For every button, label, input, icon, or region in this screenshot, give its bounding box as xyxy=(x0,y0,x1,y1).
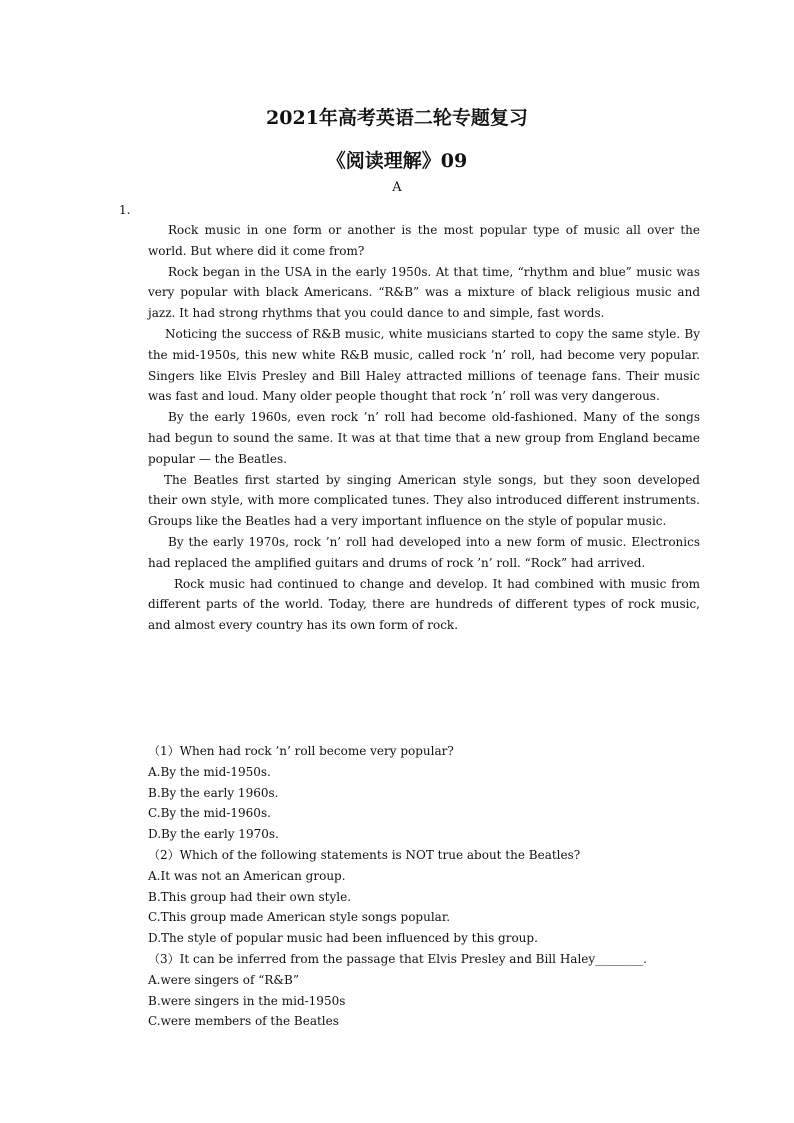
passage-paragraph: By the early 1960s, even rock ’n’ roll had become old-fashioned. Many of the songs had begun to sound the same. It was at that time that a new group from England became popular — the Beatles. xyxy=(148,410,700,466)
answer-option: A.It was not an American group. xyxy=(148,868,346,883)
answer-option: D.By the early 1970s. xyxy=(148,827,279,842)
answer-option: B.were singers in the mid-1950s xyxy=(148,993,346,1008)
document-title: 2021年高考英语二轮专题复习 xyxy=(266,107,528,129)
passage-paragraph: The Beatles first started by singing American style songs, but they soon developed their own style, with more complicated tunes. They also introduced different instruments. Groups like the Beatles had a very important influence on the style of popular music. xyxy=(148,472,700,529)
question-list xyxy=(148,741,700,1032)
passage-paragraph: Noticing the success of R&B music, white musicians started to copy the same style. By the mid-1950s, this new white R&B music, called rock ’n’ roll, had become very popular. Singers like Elvis Presley and Bill Haley attracted millions of teenage fans. Their music was fast and loud. Many older people thought that rock ’n’ roll was very dangerous. xyxy=(148,326,700,404)
question-stem: （1）When had rock ’n’ roll become very popular? xyxy=(148,744,454,758)
question-stem: （3）It can be inferred from the passage that Elvis Presley and Bill Haley________. xyxy=(148,951,647,966)
answer-option: A.By the mid-1950s. xyxy=(148,764,271,779)
question-number: 1. xyxy=(119,203,131,217)
document-subtitle: 《阅读理解》09 xyxy=(326,150,468,172)
answer-option: D.The style of popular music had been influenced by this group. xyxy=(148,931,538,946)
reading-passage xyxy=(148,220,700,636)
answer-option: B.By the early 1960s. xyxy=(148,785,279,800)
question-stem: （2）Which of the following statements is NOT true about the Beatles? xyxy=(148,847,581,862)
answer-option: C.This group made American style songs popular. xyxy=(148,910,451,925)
passage-paragraph: Rock music had continued to change and develop. It had combined with music from different parts of the world. Today, there are hundreds of different types of rock music, and almost every country has its own form of rock. xyxy=(148,576,700,633)
answer-option: C.By the mid-1960s. xyxy=(148,806,271,821)
passage-paragraph: By the early 1970s, rock ’n’ roll had developed into a new form of music. Electronics had replaced the amplified guitars and drums of rock ’n’ roll. “Rock” had arrived. xyxy=(148,534,700,570)
answer-option: A.were singers of “R&B” xyxy=(148,972,300,987)
answer-option: B.This group had their own style. xyxy=(148,889,352,904)
passage-paragraph: Rock began in the USA in the early 1950s. At that time, “rhythm and blue” music was very popular with black Americans. “R&B” was a mixture of black religious music and jazz. It had strong rhythms that you could dance to and simple, fast words. xyxy=(148,264,700,321)
section-label: A xyxy=(392,180,402,195)
answer-option: C.were members of the Beatles xyxy=(148,1014,339,1029)
passage-paragraph: Rock music in one form or another is the most popular type of music all over the world. But where did it come from? xyxy=(148,223,700,258)
